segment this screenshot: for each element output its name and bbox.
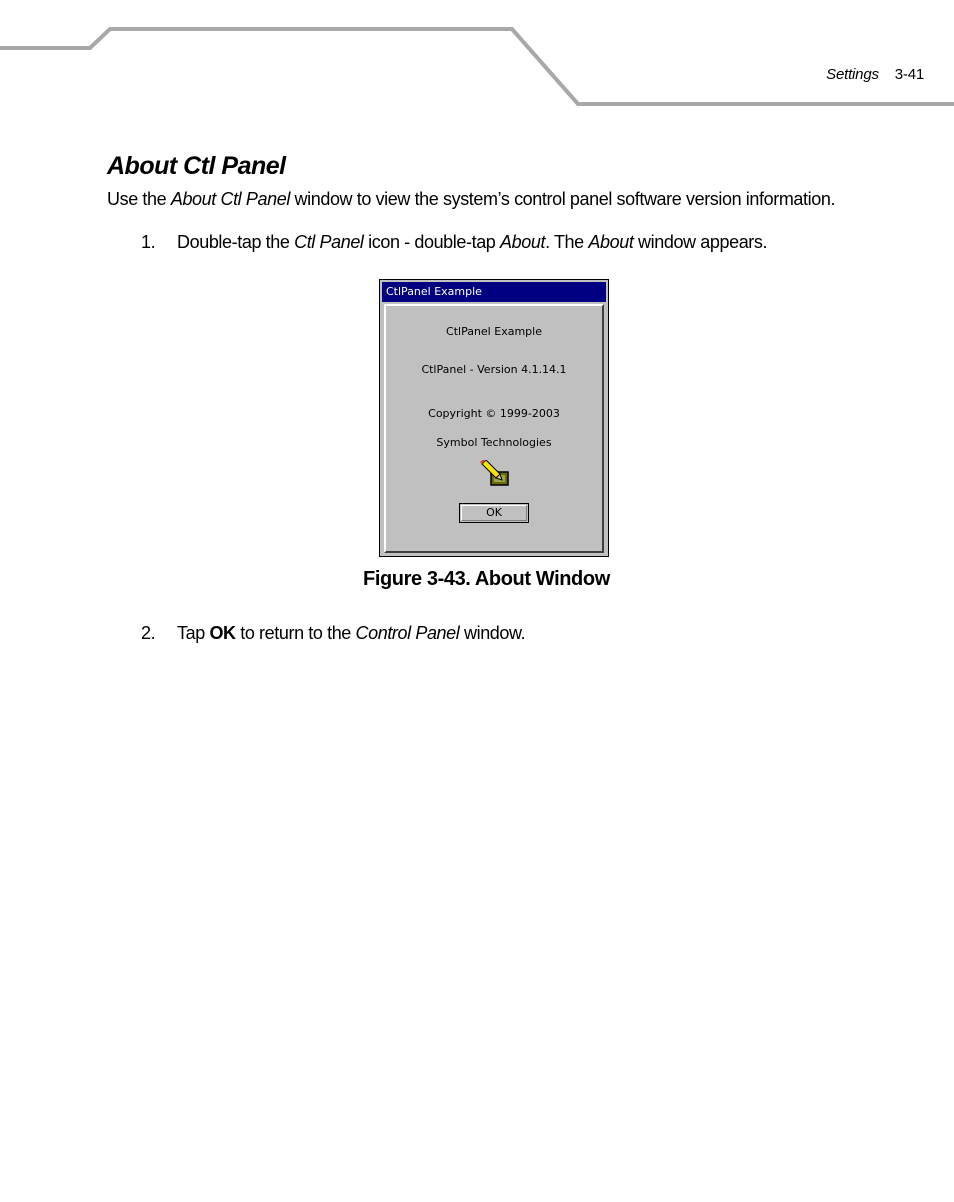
dialog-version: CtlPanel - Version 4.1.14.1	[421, 363, 567, 376]
intro-text: Use the	[107, 189, 171, 209]
about-dialog	[379, 279, 609, 557]
figure-caption: Figure 3-43. About Window	[363, 568, 610, 590]
step-emphasis: About	[500, 232, 546, 252]
running-head	[760, 66, 924, 83]
step-text: to return to the	[235, 623, 356, 643]
pencil-icon	[480, 460, 512, 488]
step-number: 1.	[141, 232, 156, 252]
page-number: 3-41	[894, 66, 924, 83]
step-emphasis: Control Panel	[355, 623, 460, 643]
header-rule	[0, 0, 954, 120]
step-emphasis: About	[588, 232, 634, 252]
step-number: 2.	[141, 623, 156, 643]
step-2	[141, 623, 525, 644]
step-text: icon - double-tap	[363, 232, 501, 252]
dialog-title-bar: CtlPanel Example	[382, 282, 606, 302]
step-1	[141, 232, 767, 253]
ok-button[interactable]	[459, 503, 529, 523]
intro-paragraph	[107, 189, 835, 210]
running-head-section: Settings	[826, 66, 879, 83]
dialog-copyright: Copyright © 1999-2003	[428, 407, 560, 420]
step-emphasis: Ctl Panel	[294, 232, 364, 252]
ok-button-label: OK	[486, 506, 502, 519]
intro-text-end: window to view the system’s control panel software version information.	[289, 189, 836, 209]
intro-emphasis: About Ctl Panel	[170, 189, 290, 209]
step-text: Tap	[177, 623, 210, 643]
dialog-app-name: CtlPanel Example	[446, 325, 542, 338]
dialog-body	[384, 304, 604, 553]
dialog-company: Symbol Technologies	[436, 436, 552, 449]
step-text: window.	[459, 623, 526, 643]
step-text: window appears.	[633, 232, 768, 252]
step-text: Double-tap the	[177, 232, 295, 252]
step-strong: OK	[209, 623, 236, 643]
section-title: About Ctl Panel	[107, 152, 286, 180]
step-text: . The	[545, 232, 589, 252]
